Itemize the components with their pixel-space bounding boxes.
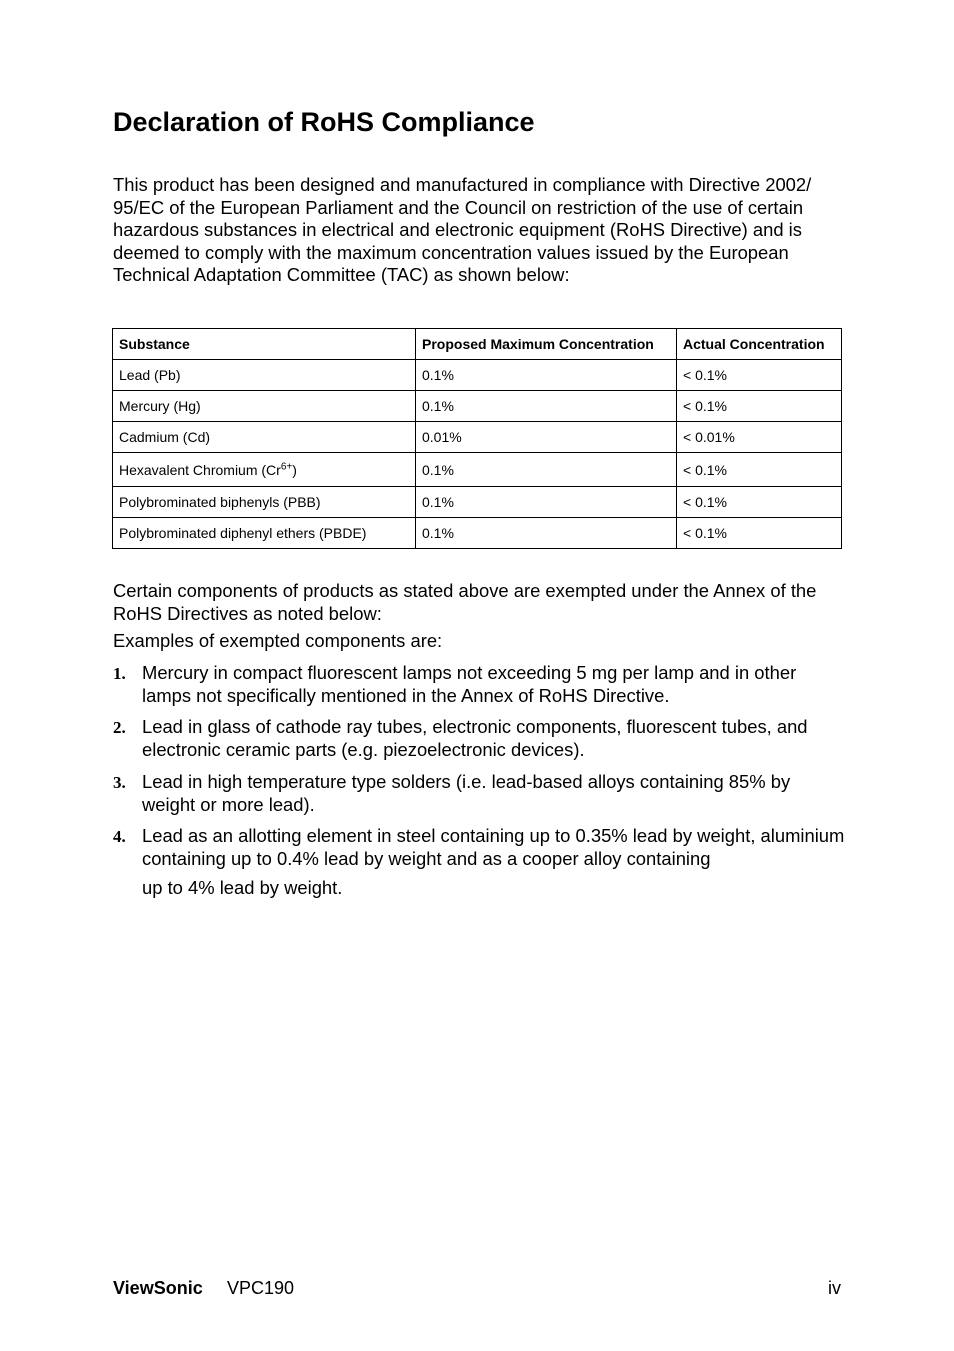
list-item-text: Lead in high temperature type solders (i.e. lead-based alloys containing 85% by weight or more lead). [142,771,791,815]
list-item-number: 3. [113,773,126,792]
oxidation-superscript: 6+ [280,460,293,472]
cell-actual: < 0.1% [677,487,842,518]
cell-substance: Cadmium (Cd) [113,422,416,453]
rohs-table [112,328,842,549]
substance-name: Hexavalent Chromium (Cr [119,461,281,478]
exemption-paragraph: Certain components of products as stated above are exempted under the Annex of the RoHS Directives as noted below: [113,580,817,624]
list-item-number: 1. [113,664,126,683]
cell-actual: < 0.1% [677,453,842,487]
cell-substance: Polybrominated biphenyls (PBB) [113,487,416,518]
header-substance: Substance [113,329,416,360]
cell-actual: < 0.1% [677,360,842,391]
table-row [113,453,842,487]
footer-brand: ViewSonic [113,1278,203,1298]
cell-max: 0.1% [416,453,677,487]
list-item [113,825,845,900]
cell-max: 0.1% [416,360,677,391]
cell-max: 0.1% [416,391,677,422]
cell-substance [113,453,416,487]
cell-actual: < 0.01% [677,422,842,453]
footer-page-number: iv [828,1278,841,1298]
cell-actual: < 0.1% [677,518,842,549]
cell-max: 0.1% [416,518,677,549]
page-title: Declaration of RoHS Compliance [113,107,535,137]
cell-substance: Lead (Pb) [113,360,416,391]
list-item-number: 4. [113,827,126,846]
cell-actual: < 0.1% [677,391,842,422]
list-item-text-main: Lead as an allotting element in steel containing up to 0.35% lead by weight, aluminium containing up to 0.4% lead by weight and as a cooper alloy containing [142,825,845,869]
list-item-text-last-line: up to 4% lead by weight. [142,877,343,898]
list-item [113,771,845,816]
cell-substance: Mercury (Hg) [113,391,416,422]
list-item [113,662,845,707]
substance-suffix: ) [292,461,297,478]
table-row [113,391,842,422]
list-item-text: Mercury in compact fluorescent lamps not exceeding 5 mg per lamp and in other lamps not specifically mentioned in the Annex of RoHS Directive. [142,662,797,706]
table-row [113,422,842,453]
list-item [113,716,845,761]
cell-max: 0.1% [416,487,677,518]
list-item-text [142,825,845,900]
table-row [113,360,842,391]
header-actual-concentration: Actual Concentration [677,329,842,360]
intro-paragraph: This product has been designed and manufactured in compliance with Directive 2002/ 95/EC of the European Parliament and the Council on restriction of the use of certain hazardous substances in electrical and electronic equipment (RoHS Directive) and is deemed to comply with the maximum concentration values issued by the European Technical Adaptation Committee (TAC) as shown below: [113,174,812,285]
table-row [113,518,842,549]
list-item-number: 2. [113,718,126,737]
table-header-row [113,329,842,360]
list-item-text: Lead in glass of cathode ray tubes, electronic components, fluorescent tubes, and electronic ceramic parts (e.g. piezoelectronic devices). [142,716,808,760]
examples-label: Examples of exempted components are: [113,630,443,651]
header-max-concentration: Proposed Maximum Concentration [416,329,677,360]
cell-max: 0.01% [416,422,677,453]
footer-model: VPC190 [227,1278,295,1298]
cell-substance: Polybrominated diphenyl ethers (PBDE) [113,518,416,549]
table-row [113,487,842,518]
